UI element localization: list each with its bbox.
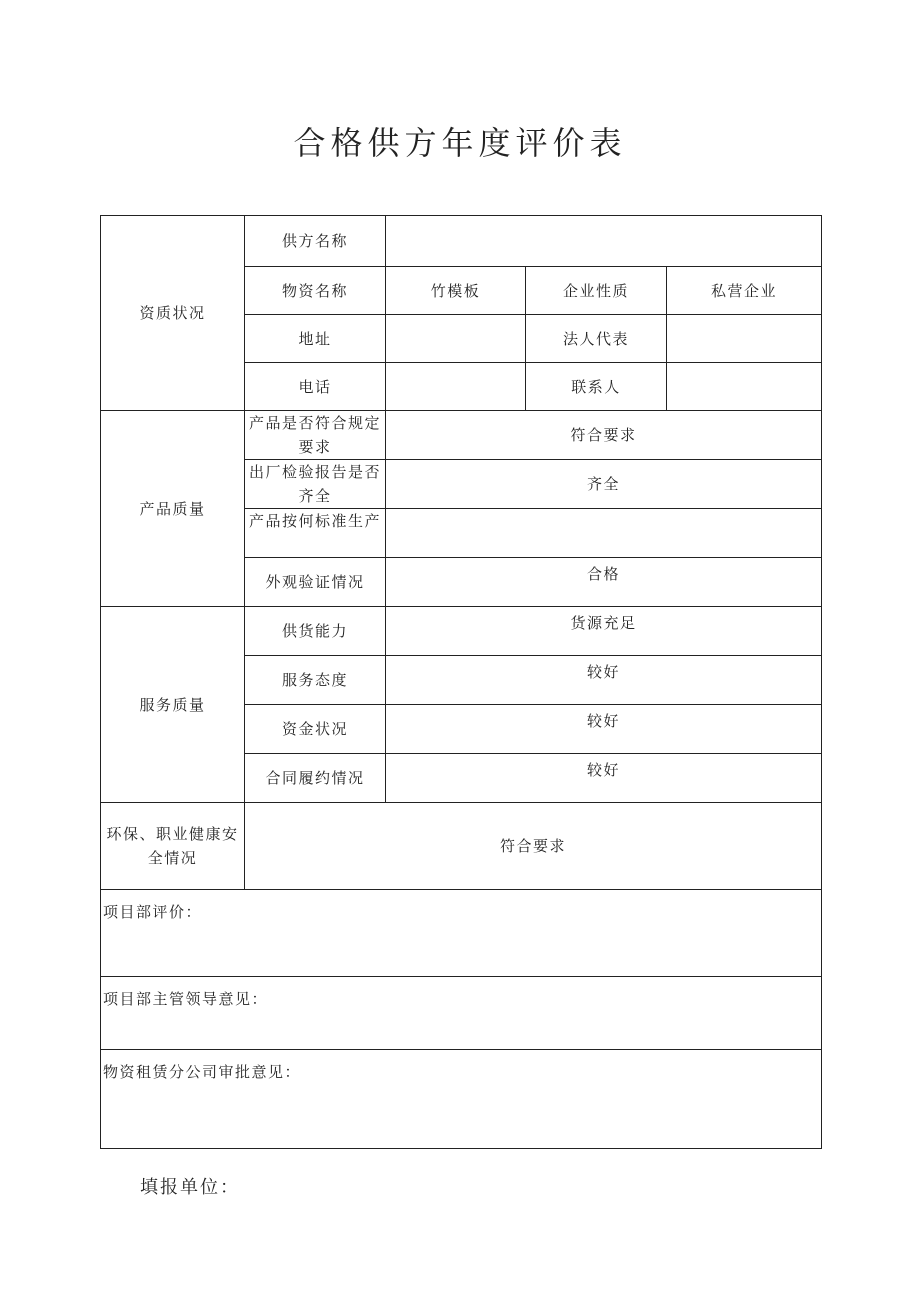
section-label-service-quality: 服务质量 — [101, 607, 245, 803]
label-supplier-name: 供方名称 — [245, 216, 386, 267]
row-supplier-name — [101, 216, 822, 267]
label-legal-rep: 法人代表 — [526, 315, 667, 363]
label-contact: 联系人 — [526, 363, 667, 411]
label-enterprise-type: 企业性质 — [526, 267, 667, 315]
row-leasing-company-approval — [101, 1050, 822, 1149]
project-evaluation-box[interactable]: 项目部评价： — [101, 890, 822, 977]
label-service-attitude: 服务态度 — [245, 656, 386, 705]
label-material-name: 物资名称 — [245, 267, 386, 315]
field-product-compliance[interactable]: 符合要求 — [386, 411, 822, 460]
label-appearance-check: 外观验证情况 — [245, 558, 386, 607]
label-product-compliance: 产品是否符合规定要求 — [245, 411, 386, 460]
field-fund-status[interactable]: 较好 — [386, 705, 822, 754]
field-material-name[interactable]: 竹模板 — [386, 267, 526, 315]
field-supplier-name[interactable] — [386, 216, 822, 267]
row-supply-capacity — [101, 607, 822, 656]
leasing-company-approval-box[interactable]: 物资租赁分公司审批意见： — [101, 1050, 822, 1149]
row-project-evaluation — [101, 890, 822, 977]
label-contract-performance: 合同履约情况 — [245, 754, 386, 803]
field-enterprise-type[interactable]: 私营企业 — [667, 267, 822, 315]
field-contract-performance[interactable]: 较好 — [386, 754, 822, 803]
page-title: 合格供方年度评价表 — [293, 124, 627, 162]
field-appearance-check[interactable]: 合格 — [386, 558, 822, 607]
reporting-unit-label: 填报单位： — [140, 1177, 240, 1198]
field-environment[interactable]: 符合要求 — [245, 803, 822, 890]
field-inspection-report[interactable]: 齐全 — [386, 460, 822, 509]
section-label-qualification: 资质状况 — [101, 216, 245, 411]
field-supply-capacity[interactable]: 货源充足 — [386, 607, 822, 656]
field-address[interactable] — [386, 315, 526, 363]
section-label-environment: 环保、职业健康安全情况 — [101, 803, 245, 890]
field-phone[interactable] — [386, 363, 526, 411]
section-label-product-quality: 产品质量 — [101, 411, 245, 607]
field-contact[interactable] — [667, 363, 822, 411]
label-inspection-report: 出厂检验报告是否齐全 — [245, 460, 386, 509]
field-production-standard[interactable] — [386, 509, 822, 558]
label-phone: 电话 — [245, 363, 386, 411]
row-product-compliance — [101, 411, 822, 460]
label-fund-status: 资金状况 — [245, 705, 386, 754]
evaluation-form-table — [100, 215, 822, 1149]
field-legal-rep[interactable] — [667, 315, 822, 363]
label-address: 地址 — [245, 315, 386, 363]
project-leader-opinion-box[interactable]: 项目部主管领导意见： — [101, 977, 822, 1050]
row-environment-safety — [101, 803, 822, 890]
label-production-standard: 产品按何标准生产 — [245, 509, 386, 558]
field-service-attitude[interactable]: 较好 — [386, 656, 822, 705]
row-project-leader-opinion — [101, 977, 822, 1050]
label-supply-capacity: 供货能力 — [245, 607, 386, 656]
